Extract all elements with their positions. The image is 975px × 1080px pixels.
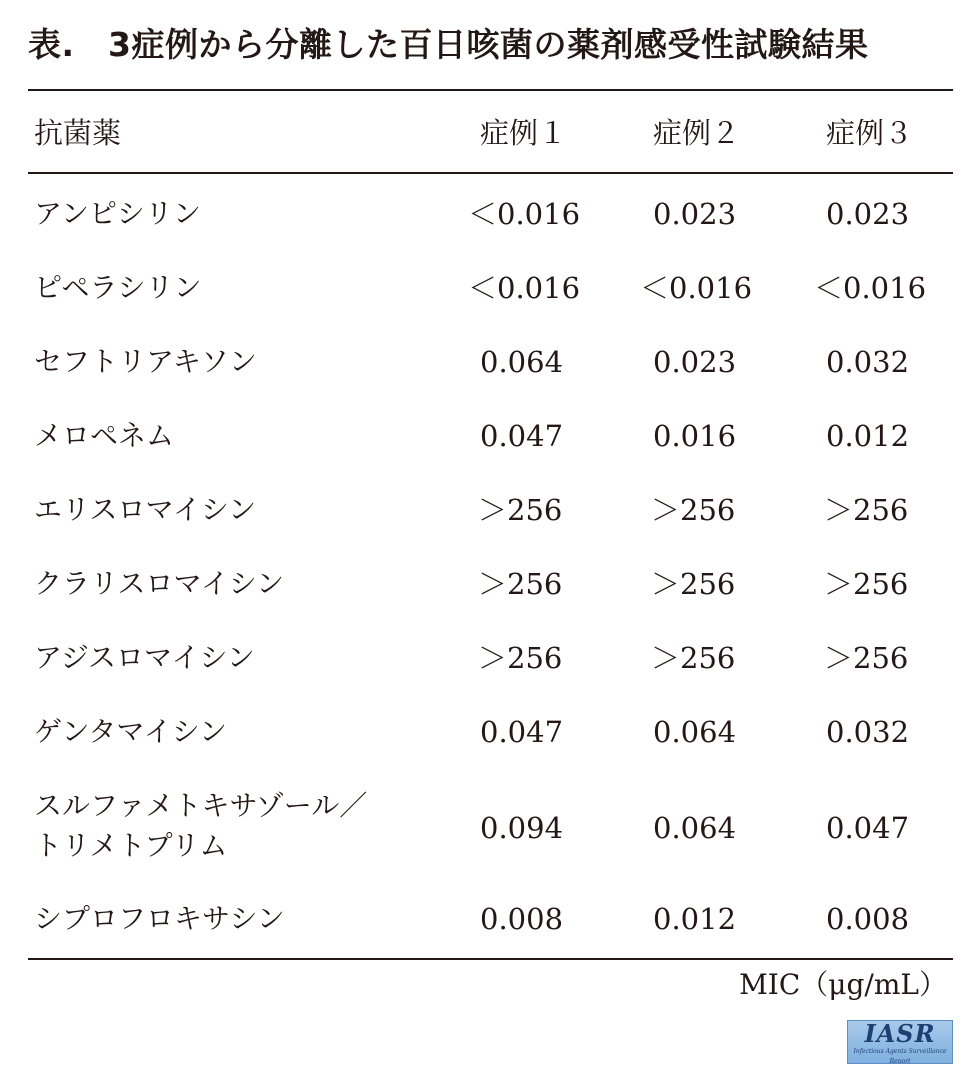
drug-name: メロペネム — [34, 419, 175, 452]
mic-case-1: 0.064 — [480, 345, 564, 379]
mic-case-3: ＞256 — [824, 567, 909, 601]
mic-case-2: 0.064 — [653, 715, 737, 749]
drug-name: エリスロマイシン — [34, 493, 257, 526]
logo-text: IASR — [864, 1020, 936, 1048]
header-case-1: 症例１ — [480, 116, 568, 150]
iasr-logo — [847, 1020, 953, 1064]
drug-name: セフトリアキソン — [34, 345, 257, 378]
drug-name: スルファメトキサゾール／ トリメトプリム — [34, 789, 368, 862]
top-rule — [28, 89, 953, 91]
mic-case-2: ＜0.016 — [640, 271, 753, 305]
drug-name: ゲンタマイシン — [34, 715, 228, 748]
mic-case-3: ＞256 — [824, 493, 909, 527]
mic-case-3: ＜0.016 — [814, 271, 927, 305]
mic-case-1: ＜0.016 — [468, 271, 581, 305]
mic-case-3: 0.032 — [826, 345, 910, 379]
header-rule — [28, 172, 953, 174]
drug-name: クラリスロマイシン — [34, 567, 285, 600]
mic-case-2: ＞256 — [651, 493, 736, 527]
mic-case-1: 0.094 — [480, 811, 564, 845]
mic-case-2: 0.023 — [653, 197, 737, 231]
mic-case-3: 0.032 — [826, 715, 910, 749]
mic-case-1: ＞256 — [478, 493, 563, 527]
mic-case-2: 0.016 — [653, 419, 737, 453]
mic-case-3: 0.047 — [826, 811, 910, 845]
mic-case-2: 0.023 — [653, 345, 737, 379]
mic-case-1: ＜0.016 — [468, 197, 581, 231]
header-case-2: 症例２ — [653, 116, 741, 150]
mic-case-3: 0.008 — [826, 902, 910, 936]
mic-case-1: ＞256 — [478, 567, 563, 601]
mic-case-1: ＞256 — [478, 641, 563, 675]
table-title: 表. 3症例から分離した百日咳菌の薬剤感受性試験結果 — [28, 25, 869, 64]
drug-name: シプロフロキサシン — [34, 902, 285, 935]
header-drug: 抗菌薬 — [34, 116, 122, 150]
mic-case-1: 0.047 — [480, 715, 564, 749]
logo-subtext: Infectious Agents Surveillance Report — [853, 1048, 947, 1064]
unit-note: MIC（μg/mL） — [739, 968, 947, 1001]
mic-case-3: ＞256 — [824, 641, 909, 675]
drug-name: ピペラシリン — [34, 271, 202, 304]
bottom-rule — [28, 958, 953, 960]
mic-case-3: 0.023 — [826, 197, 910, 231]
mic-case-2: 0.064 — [653, 811, 737, 845]
mic-case-3: 0.012 — [826, 419, 910, 453]
mic-case-2: 0.012 — [653, 902, 737, 936]
drug-name: アジスロマイシン — [34, 641, 255, 674]
mic-case-1: 0.047 — [480, 419, 564, 453]
mic-case-1: 0.008 — [480, 902, 564, 936]
header-case-3: 症例３ — [826, 116, 914, 150]
mic-case-2: ＞256 — [651, 567, 736, 601]
mic-case-2: ＞256 — [651, 641, 736, 675]
drug-name: アンピシリン — [34, 197, 201, 230]
